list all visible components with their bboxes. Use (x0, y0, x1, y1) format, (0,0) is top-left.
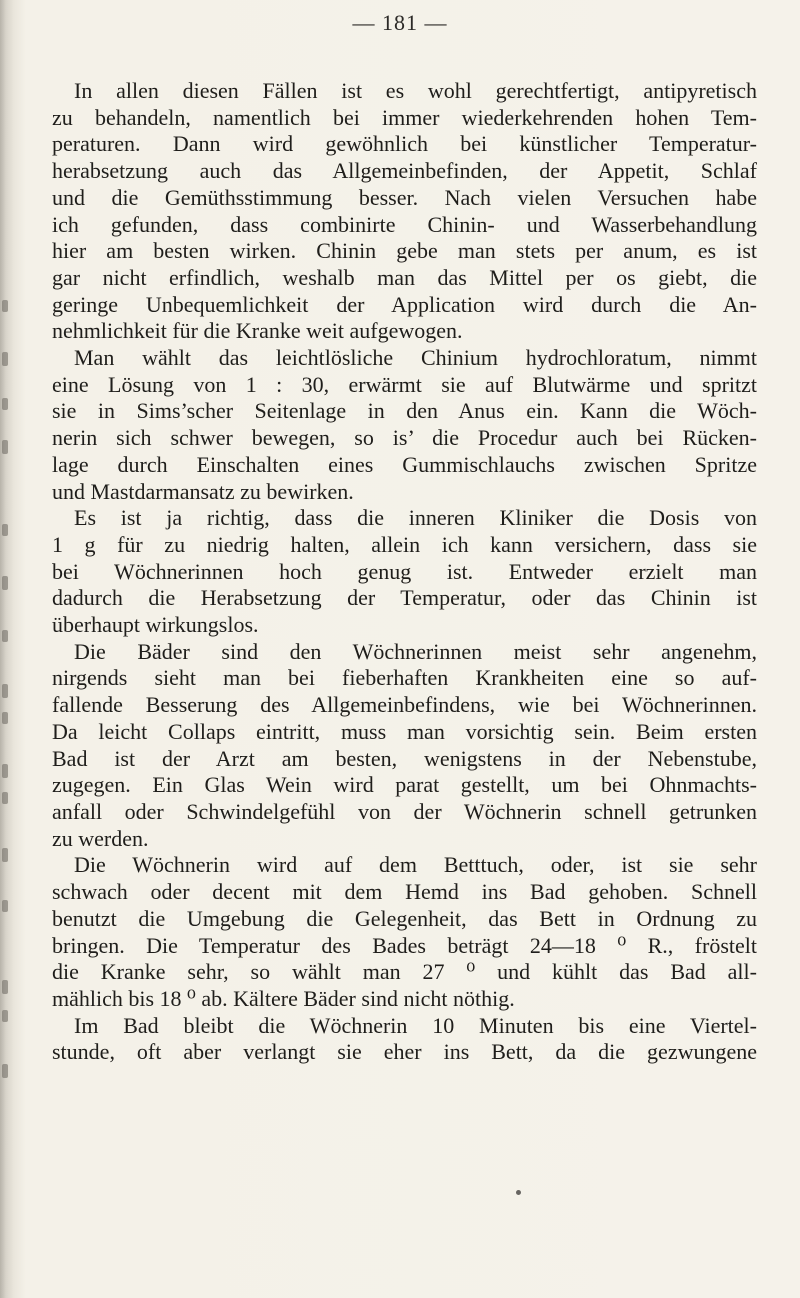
body-text (52, 78, 757, 1066)
text-line: zu werden. (52, 825, 149, 851)
text-line: zu behandeln, namentlich bei immer wiederkehrenden hohen Tem- (52, 104, 757, 130)
gutter-mark (2, 848, 8, 862)
text-line: 1 g für zu niedrig halten, allein ich kann versichern, dass sie (52, 531, 757, 557)
text-line: Die Bäder sind den Wöchnerinnen meist sehr angenehm, (74, 638, 757, 664)
paragraph (52, 345, 757, 505)
text-line: hier am besten wirken. Chinin gebe man stets per anum, es ist (52, 238, 757, 264)
text-line: lage durch Einschalten eines Gummischlauchs zwischen Spritze (52, 451, 757, 477)
text-line: die Kranke sehr, so wählt man 27 ⁰ und kühlt das Bad all- (52, 959, 757, 985)
text-line: und Mastdarmansatz zu bewirken. (52, 478, 354, 504)
text-line: Die Wöchnerin wird auf dem Betttuch, oder, ist sie sehr (74, 852, 757, 878)
ink-speck (516, 1190, 521, 1195)
gutter-mark (2, 684, 8, 698)
gutter-mark (2, 1010, 8, 1022)
gutter-mark (2, 440, 8, 454)
text-line: überhaupt wirkungslos. (52, 612, 259, 638)
text-line: Man wählt das leichtlösliche Chinium hydrochloratum, nimmt (74, 345, 757, 371)
text-line: Bad ist der Arzt am besten, wenigstens in der Nebenstube, (52, 745, 757, 771)
text-line: stunde, oft aber verlangt sie eher ins Bett, da die gezwungene (52, 1039, 757, 1065)
gutter-mark (2, 764, 8, 778)
text-line: dadurch die Herabsetzung der Temperatur, oder das Chinin ist (52, 585, 757, 611)
text-line: benutzt die Umgebung die Gelegenheit, das Bett in Ordnung zu (52, 905, 757, 931)
gutter-mark (2, 576, 8, 590)
text-line: In allen diesen Fällen ist es wohl gerechtfertigt, antipyretisch (74, 78, 757, 103)
text-line: bei Wöchnerinnen hoch genug ist. Entweder erzielt man (52, 558, 757, 584)
paragraph (52, 78, 757, 345)
text-line: anfall oder Schwindelgefühl von der Wöchnerin schnell getrunken (52, 798, 757, 824)
paragraph (52, 1013, 757, 1066)
binding-gutter (0, 0, 14, 1298)
text-line: fallende Besserung des Allgemeinbefindens, wie bei Wöchnerinnen. (52, 692, 757, 718)
text-line: mählich bis 18 ⁰ ab. Kältere Bäder sind nicht nöthig. (52, 985, 515, 1011)
gutter-mark (2, 712, 8, 724)
paragraph (52, 639, 757, 853)
gutter-mark (2, 1064, 8, 1078)
text-line: schwach oder decent mit dem Hemd ins Bad gehoben. Schnell (52, 879, 757, 905)
gutter-mark (2, 300, 8, 312)
gutter-mark (2, 900, 8, 912)
gutter-mark (2, 792, 8, 804)
text-line: Es ist ja richtig, dass die inneren Kliniker die Dosis von (74, 505, 757, 531)
paragraph (52, 505, 757, 639)
paragraph (52, 852, 757, 1012)
text-line: nerin sich schwer bewegen, so is’ die Procedur auch bei Rücken- (52, 425, 757, 451)
text-line: ich gefunden, dass combinirte Chinin- und Wasserbehandlung (52, 211, 757, 237)
page-number: — 181 — (352, 10, 448, 35)
text-line: bringen. Die Temperatur des Bades beträgt 24—18 ⁰ R., fröstelt (52, 932, 757, 958)
text-line: Da leicht Collaps eintritt, muss man vorsichtig sein. Beim ersten (52, 718, 757, 744)
text-line: nirgends sieht man bei fieberhaften Krankheiten eine so auf- (52, 665, 757, 691)
gutter-mark (2, 980, 8, 994)
text-line: sie in Sims’scher Seitenlage in den Anus ein. Kann die Wöch- (52, 398, 757, 424)
text-line: nehmlichkeit für die Kranke weit aufgewogen. (52, 318, 463, 344)
text-line: peraturen. Dann wird gewöhnlich bei künstlicher Temperatur- (52, 131, 757, 157)
text-line: Im Bad bleibt die Wöchnerin 10 Minuten bis eine Viertel- (74, 1012, 757, 1038)
gutter-mark (2, 524, 8, 536)
text-line: zugegen. Ein Glas Wein wird parat gestellt, um bei Ohnmachts- (52, 772, 757, 798)
gutter-mark (2, 398, 8, 410)
text-line: eine Lösung von 1 : 30, erwärmt sie auf Blutwärme und spritzt (52, 371, 757, 397)
text-line: und die Gemüthsstimmung besser. Nach vielen Versuchen habe (52, 184, 757, 210)
text-line: herabsetzung auch das Allgemeinbefinden, der Appetit, Schlaf (52, 158, 757, 184)
gutter-mark (2, 630, 8, 642)
text-line: gar nicht erfindlich, weshalb man das Mittel per os giebt, die (52, 264, 757, 290)
text-line: geringe Unbequemlichkeit der Application wird durch die An- (52, 291, 757, 317)
gutter-mark (2, 352, 8, 366)
